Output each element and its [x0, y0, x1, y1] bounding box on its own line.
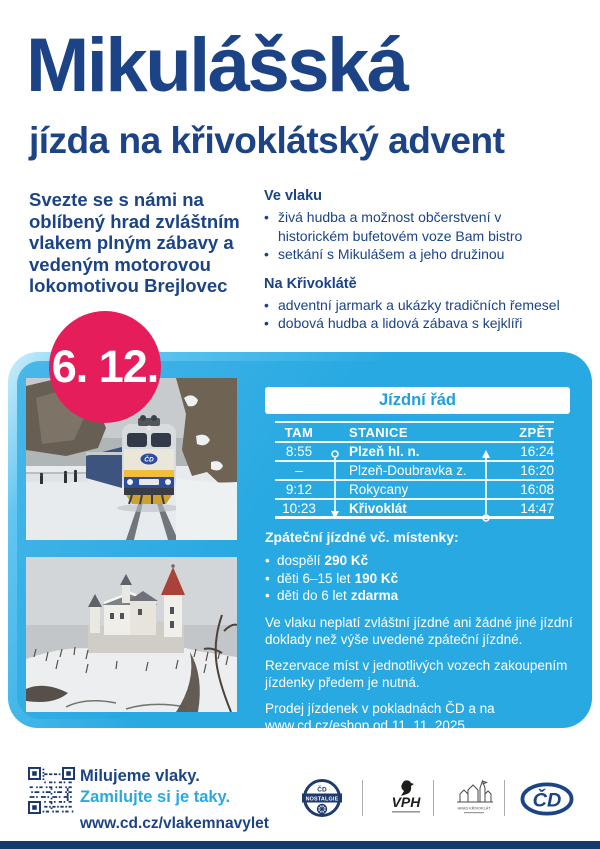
- column-header: ZPĚT: [519, 424, 554, 440]
- at-castle-heading: Na Křivoklátě: [264, 275, 357, 292]
- poster-subtitle: jízda na křivoklátský advent: [29, 120, 505, 161]
- at-castle-list: [264, 296, 594, 333]
- castle-photo: [26, 557, 237, 712]
- table-row: 10:23 Křivoklát 14:47: [275, 500, 554, 519]
- slogan-line-1: Milujeme vlaky.: [80, 767, 200, 785]
- svg-text:ČD: ČD: [532, 789, 562, 812]
- bullet-icon: •: [264, 209, 269, 225]
- bullet-icon: •: [264, 296, 269, 313]
- pricing-heading: Zpáteční jízdné vč. místenky:: [265, 529, 459, 545]
- qr-code: [28, 767, 75, 814]
- svg-text:HRAD KŘIVOKLÁT: HRAD KŘIVOKLÁT: [457, 806, 491, 811]
- list-item: • dobová hudba a lidová zábava s kejklíři: [264, 315, 523, 331]
- column-header: TAM: [284, 424, 314, 440]
- table-row: 9:12 Rokycany 16:08: [275, 481, 554, 500]
- footer-slogan: [80, 767, 269, 833]
- krivoklat-castle-logo: [450, 776, 498, 818]
- pricing-note: Prodej jízdenek v pokladnách ČD a na www.cd.cz/eshop od 11. 11. 2025.: [265, 700, 495, 733]
- svg-text:NOSTALGIE: NOSTALGIE: [305, 796, 339, 803]
- svg-text:ČD: ČD: [317, 786, 327, 794]
- pricing-note: Ve vlaku neplatí zvláštní jízdné ani žádné jiné jízdní doklady než výše uvedené zpáteční jízdné.: [265, 614, 573, 647]
- divider: [504, 780, 505, 816]
- info-column: [264, 188, 594, 345]
- cd-nostalgie-logo: [302, 778, 342, 818]
- list-item: • děti do 6 let zdarma: [265, 588, 399, 603]
- table-row: – Plzeň-Doubravka z. 16:20: [275, 462, 554, 481]
- bullet-icon: •: [265, 553, 270, 568]
- pricing-note: Rezervace míst v jednotlivých vozech zakoupením jízdenky předem je nutná.: [265, 657, 568, 690]
- timetable: [265, 387, 570, 519]
- divider: [433, 780, 434, 816]
- svg-text:ČD: ČD: [144, 456, 154, 464]
- intro-paragraph: Svezte se s námi na oblíbený hrad zvláštním vlakem plným zábavy a vedeným motorovou lokomotivou Brejlovec: [29, 189, 240, 296]
- divider: [362, 780, 363, 816]
- in-train-list: [264, 208, 594, 264]
- date-badge: 6. 12.: [49, 311, 161, 423]
- pricing-list: [265, 552, 587, 605]
- svg-text:VPH: VPH: [391, 794, 421, 810]
- slogan-line-2: Zamilujte si je taky.: [80, 788, 231, 806]
- list-item: • dospělí 290 Kč: [265, 553, 369, 568]
- list-item: • živá hudba a možnost občerstvení v historickém bufetovém voze Bam bistro: [264, 209, 523, 244]
- pricing-section: [265, 529, 587, 734]
- timetable-header-row: [275, 421, 554, 443]
- footer-url: www.cd.cz/vlakemnavylet: [80, 815, 269, 832]
- bullet-icon: •: [265, 588, 270, 603]
- bullet-icon: •: [264, 315, 269, 331]
- bottom-accent-strip: [0, 841, 600, 849]
- list-item: • setkání s Mikulášem a jeho družinou: [264, 246, 505, 262]
- in-train-heading: Ve vlaku: [264, 188, 323, 204]
- bullet-icon: •: [265, 570, 270, 586]
- timetable-table: [265, 421, 570, 519]
- cd-logo: [519, 782, 575, 816]
- list-item: • děti 6–15 let 190 Kč: [265, 570, 399, 586]
- vph-logo: [383, 779, 429, 819]
- poster-title: Mikulášská: [26, 23, 407, 108]
- timetable-title: Jízdní řád: [265, 387, 570, 414]
- list-item: • adventní jarmark a ukázky tradičních řemesel: [264, 296, 560, 313]
- table-row: 8:55 Plzeň hl. n. 16:24: [275, 443, 554, 462]
- bullet-icon: •: [264, 246, 269, 262]
- column-header: STANICE: [349, 424, 408, 440]
